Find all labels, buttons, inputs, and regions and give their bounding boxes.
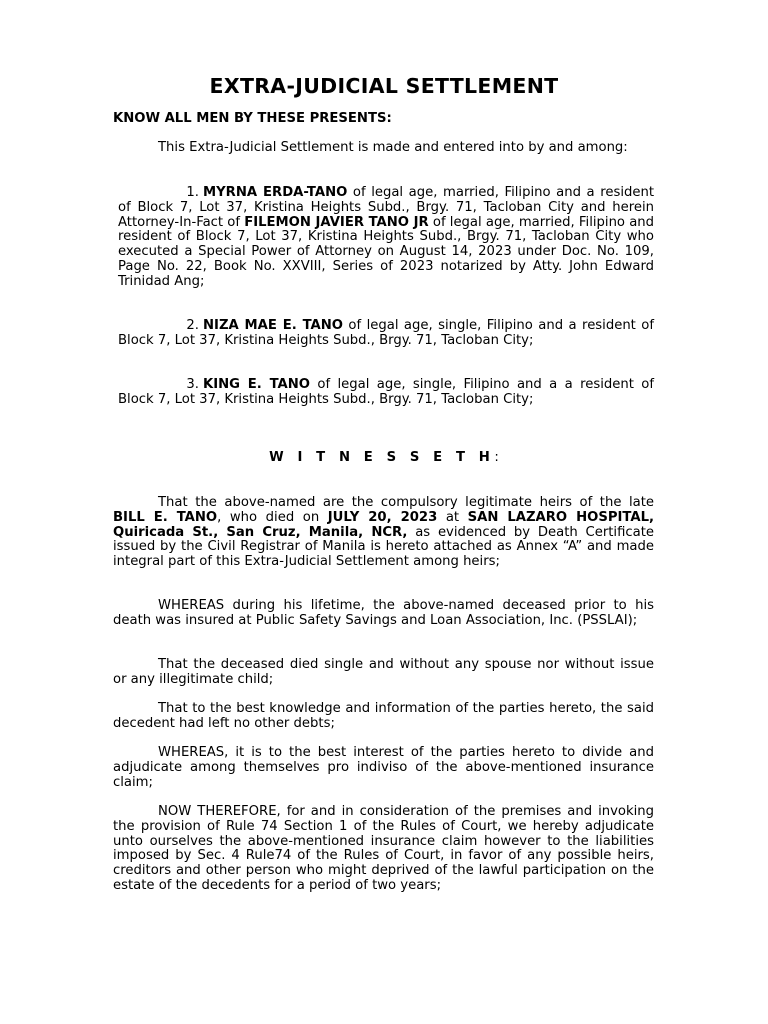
decedent-name: BILL E. TANO [113, 509, 218, 525]
insurance-paragraph: WHEREAS during his lifetime, the above-named deceased prior to his death was insured at Public Safety Savings and Loan Association, Inc. (PSSLAI); [113, 598, 654, 628]
now-therefore-paragraph: NOW THEREFORE, for and in consideration of the premises and invoking the provision of Rule 74 Section 1 of the Rules of Court, we hereby adjudicate unto ourselves the above-mentioned insurance claim however to the liabilities imposed by Sec. 4 Rule74 of the Rules of Court, in favor of any possible heirs, creditors and other person who might deprived of the lawful participation on the estate of the decedents for a period of two years; [113, 804, 654, 893]
heirs-text: as evidenced by Death Certificate issued by the Civil Registrar of Manila is hereto attached as Annex “A” and made integral part of this Extra-Judicial Settlement among heirs; [113, 524, 654, 570]
party-name: MYRNA ERDA-TANO [203, 185, 348, 200]
place-of-death: SAN LAZARO HOSPITAL, Quiricada St., San Cruz, Manila, NCR, [113, 509, 654, 540]
know-all-men-heading: KNOW ALL MEN BY THESE PRESENTS: [113, 111, 392, 126]
heirs-text: at [437, 509, 468, 525]
intro-paragraph: This Extra-Judicial Settlement is made and entered into by and among: [158, 140, 628, 155]
party-number: 2. [186, 318, 199, 333]
date-of-death: JULY 20, 2023 [327, 509, 438, 525]
party-name: KING E. TANO [203, 377, 310, 392]
witnesseth-heading [0, 451, 768, 466]
party-item-1 [118, 186, 654, 290]
party-number: 3. [186, 377, 199, 392]
witnesseth-colon: : [494, 450, 499, 465]
heirs-text: That the above-named are the compulsory legitimate heirs of the late [158, 495, 654, 510]
party-item-3 [118, 378, 654, 408]
party-description: of legal age, married, Filipino and a resident of Block 7, Lot 37, Kristina Heights Subd., Brgy. 71, Tacloban City and herein Attorney-In-Fact of [118, 185, 654, 230]
party-number: 1. [186, 185, 199, 200]
heirs-text: , who died on [217, 509, 328, 525]
attorney-in-fact-name: FILEMON JAVIER TANO JR [244, 214, 429, 230]
party-description-continued: of legal age, married, Filipino and resident of Block 7, Lot 37, Kristina Heights Subd., Brgy. 71, Tacloban City who executed a Special Power of Attorney on August 14, 2023 under Doc. No. 109, Page No. 22, Book No. XXVIII, Series of 2023 notarized by Atty. John Edward Trinidad Ang; [118, 214, 655, 289]
document-title: EXTRA-JUDICIAL SETTLEMENT [209, 74, 559, 98]
debts-paragraph: That to the best knowledge and information of the parties hereto, the said decedent had left no other debts; [113, 701, 654, 731]
party-item-2 [118, 319, 654, 349]
heirs-paragraph [113, 496, 654, 570]
adjudicate-interest-paragraph: WHEREAS, it is to the best interest of the parties hereto to divide and adjudicate among themselves pro indiviso of the above-mentioned insurance claim; [113, 745, 654, 790]
witnesseth-text: W I T N E S S E T H [269, 450, 495, 465]
party-description: of legal age, single, Filipino and a resident of Block 7, Lot 37, Kristina Heights Subd., Brgy. 71, Tacloban City; [118, 318, 654, 348]
party-description: of legal age, single, Filipino and a a resident of Block 7, Lot 37, Kristina Heights Subd., Brgy. 71, Tacloban City; [118, 377, 654, 407]
party-name: NIZA MAE E. TANO [203, 318, 343, 333]
marital-status-paragraph: That the deceased died single and without any spouse nor without issue or any illegitimate child; [113, 657, 654, 687]
